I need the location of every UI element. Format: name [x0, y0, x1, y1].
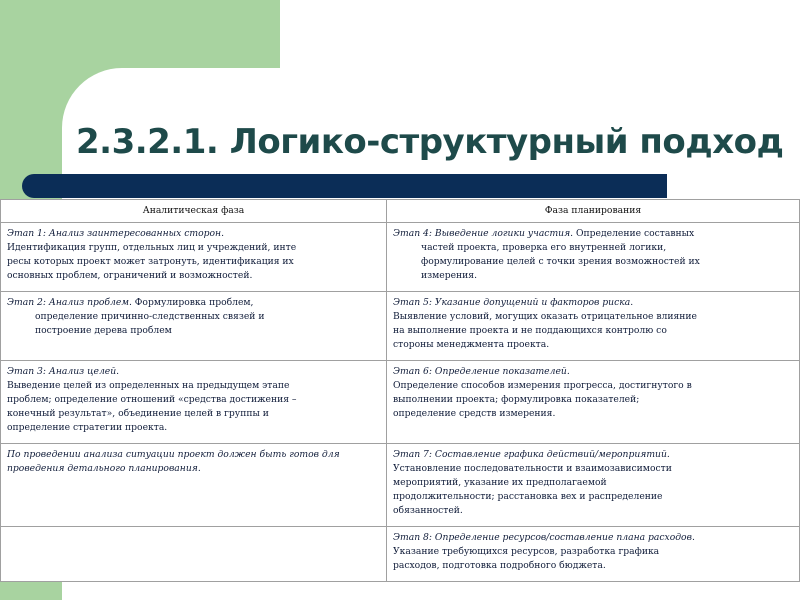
stage-text-inline: Определение составных: [573, 228, 695, 239]
stage-title: Этап 1: Анализ заинтересованных сторон.: [7, 228, 224, 239]
header-planning-phase: Фаза планирования: [387, 200, 800, 223]
stage-text-line: продолжительности; расстановка вех и распределение: [393, 491, 663, 502]
stage-text-inline: Формулировка проблем,: [131, 297, 254, 308]
table-header-row: [1, 200, 800, 223]
stage-text-line: частей проекта, проверка его внутренней логики,: [421, 242, 667, 253]
table-row: [1, 361, 800, 444]
slide-title: 2.3.2.1. Логико-структурный подход: [76, 122, 784, 162]
stage-title: Этап 7: Составление графика действий/мероприятий.: [393, 449, 670, 460]
planning-phase-cell: [387, 292, 800, 361]
table-row: [1, 292, 800, 361]
stage-text-line: Идентификация групп, отдельных лиц и учреждений, инте: [7, 242, 297, 253]
stage-title: Этап 3: Анализ целей.: [7, 366, 120, 377]
stage-title: Этап 5: Указание допущений и факторов риска.: [393, 297, 634, 308]
stage-text-line: определение средств измерения.: [393, 408, 556, 419]
stage-text-line: измерения.: [421, 270, 477, 281]
analytical-phase-cell: [1, 444, 387, 527]
stage-text-line: формулирование целей с точки зрения возможностей их: [421, 256, 700, 267]
table-row: [1, 444, 800, 527]
stage-text-line: расходов, подготовка подробного бюджета.: [393, 560, 606, 571]
analytical-phase-cell: [1, 527, 387, 582]
planning-phase-cell: [387, 223, 800, 292]
stage-title: Этап 6: Определение показателей.: [393, 366, 570, 377]
planning-phase-cell: [387, 527, 800, 582]
analytical-phase-cell: [1, 292, 387, 361]
stage-text-line: стороны менеджмента проекта.: [393, 339, 550, 350]
table-row: [1, 223, 800, 292]
stage-text-line: Указание требующихся ресурсов, разработка графика: [393, 546, 660, 557]
stage-text-line: мероприятий, указание их предполагаемой: [393, 477, 607, 488]
table-row: [1, 527, 800, 582]
stage-text-line: Установление последовательности и взаимозависимости: [393, 463, 672, 474]
planning-phase-cell: [387, 361, 800, 444]
stage-text-line: ресы которых проект может затронуть, идентификация их: [7, 256, 294, 267]
stage-text-line: проблем; определение отношений «средства достижения –: [7, 394, 297, 405]
stage-text-line: определение стратегии проекта.: [7, 422, 168, 433]
stage-text-line: определение причинно-следственных связей и: [35, 311, 265, 322]
stage-text-line: Выявление условий, могущих оказать отрицательное влияние: [393, 311, 697, 322]
header-analytical-phase: Аналитическая фаза: [1, 200, 387, 223]
stage-text-line: построение дерева проблем: [35, 325, 172, 336]
stage-text-line: конечный результат», объединение целей в группы и: [7, 408, 269, 419]
title-rule-bar: [22, 174, 667, 198]
stage-title: Этап 2: Анализ проблем.: [7, 297, 132, 308]
analytical-phase-cell: [1, 223, 387, 292]
stage-title: Этап 8: Определение ресурсов/составление плана расходов.: [393, 532, 695, 543]
stage-title: Этап 4: Выведение логики участия.: [393, 228, 574, 239]
analytical-phase-cell: [1, 361, 387, 444]
stage-text-line: Выведение целей из определенных на предыдущем этапе: [7, 380, 290, 391]
stage-text-line: основных проблем, ограничений и возможностей.: [7, 270, 253, 281]
planning-phase-cell: [387, 444, 800, 527]
phases-table: [0, 199, 800, 582]
stage-text-line: выполнении проекта; формулировка показателей;: [393, 394, 640, 405]
stage-text-line: на выполнение проекта и не поддающихся контролю со: [393, 325, 667, 336]
stage-text-line: Определение способов измерения прогресса, достигнутого в: [393, 380, 692, 391]
stage-title: По проведении анализа ситуации проект должен быть готов для проведения детального планирования.: [7, 449, 340, 474]
stage-text-line: обязанностей.: [393, 505, 463, 516]
